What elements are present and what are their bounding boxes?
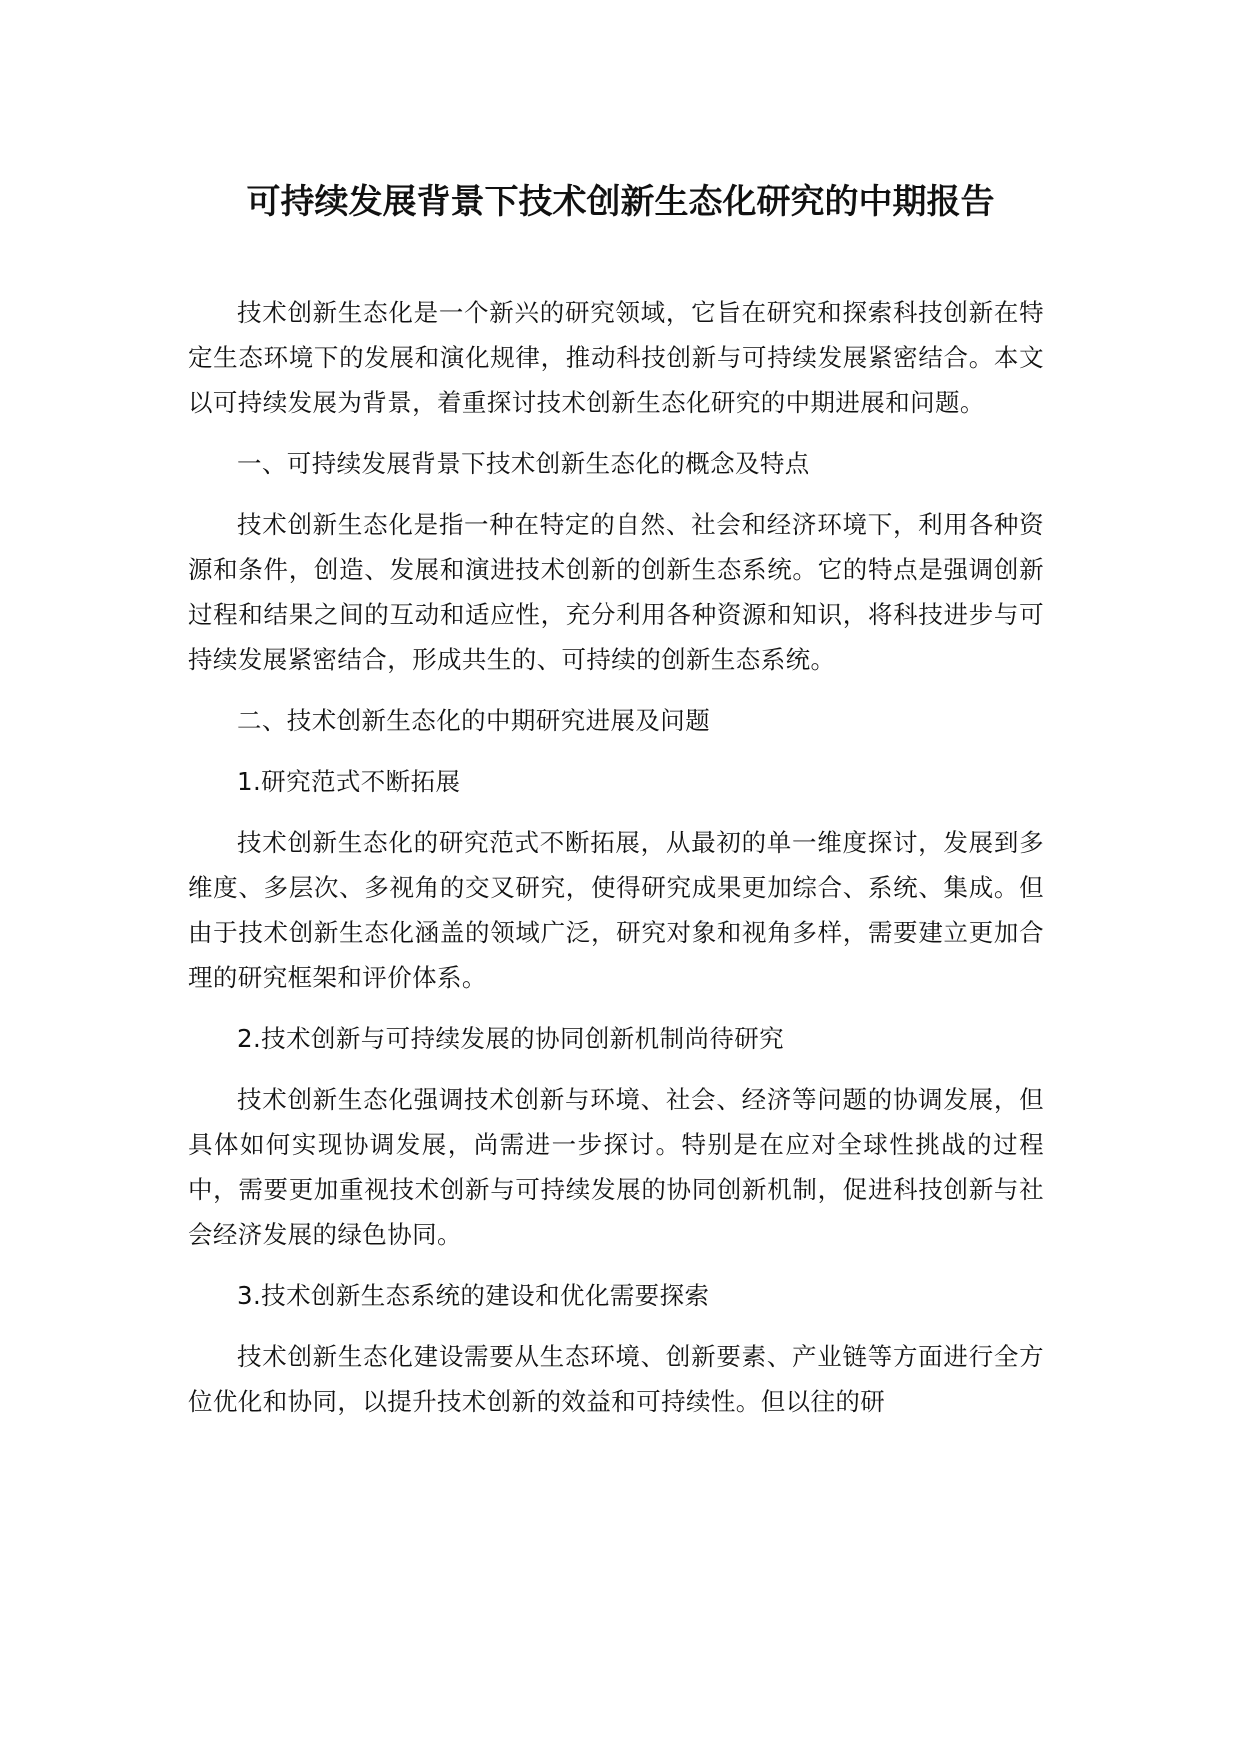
subsection-3-paragraph: 技术创新生态化建设需要从生态环境、创新要素、产业链等方面进行全方位优化和协同，以提升技术创新的效益和可持续性。但以往的研 — [188, 1342, 1044, 1416]
document-title: 可持续发展背景下技术创新生态化研究的中期报告 — [246, 182, 995, 222]
document-body — [188, 290, 1044, 1440]
subsection-2-paragraph: 技术创新生态化强调技术创新与环境、社会、经济等问题的协调发展，但具体如何实现协调发展，尚需进一步探讨。特别是在应对全球性挑战的过程中，需要更加重视技术创新与可持续发展的协同创新机制，促进科技创新与社会经济发展的绿色协同。 — [188, 1085, 1044, 1249]
section-1-paragraph: 技术创新生态化是指一种在特定的自然、社会和经济环境下，利用各种资源和条件，创造、发展和演进技术创新的创新生态系统。它的特点是强调创新过程和结果之间的互动和适应性，充分利用各种资源和知识，将科技进步与可持续发展紧密结合，形成共生的、可持续的创新生态系统。 — [188, 510, 1044, 674]
subsection-heading-2: 2.技术创新与可持续发展的协同创新机制尚待研究 — [237, 1024, 785, 1053]
subsection-heading-1: 1.研究范式不断拓展 — [237, 767, 461, 796]
subsection-heading-3: 3.技术创新生态系统的建设和优化需要探索 — [237, 1281, 710, 1310]
section-heading-2: 二、技术创新生态化的中期研究进展及问题 — [237, 706, 711, 735]
intro-paragraph: 技术创新生态化是一个新兴的研究领域，它旨在研究和探索科技创新在特定生态环境下的发展和演化规律，推动科技创新与可持续发展紧密结合。本文以可持续发展为背景，着重探讨技术创新生态化研究的中期进展和问题。 — [188, 298, 1044, 417]
subsection-1-paragraph: 技术创新生态化的研究范式不断拓展，从最初的单一维度探讨，发展到多维度、多层次、多视角的交叉研究，使得研究成果更加综合、系统、集成。但由于技术创新生态化涵盖的领域广泛，研究对象和视角多样，需要建立更加合理的研究框架和评价体系。 — [188, 828, 1044, 992]
section-heading-1: 一、可持续发展背景下技术创新生态化的概念及特点 — [237, 449, 810, 478]
